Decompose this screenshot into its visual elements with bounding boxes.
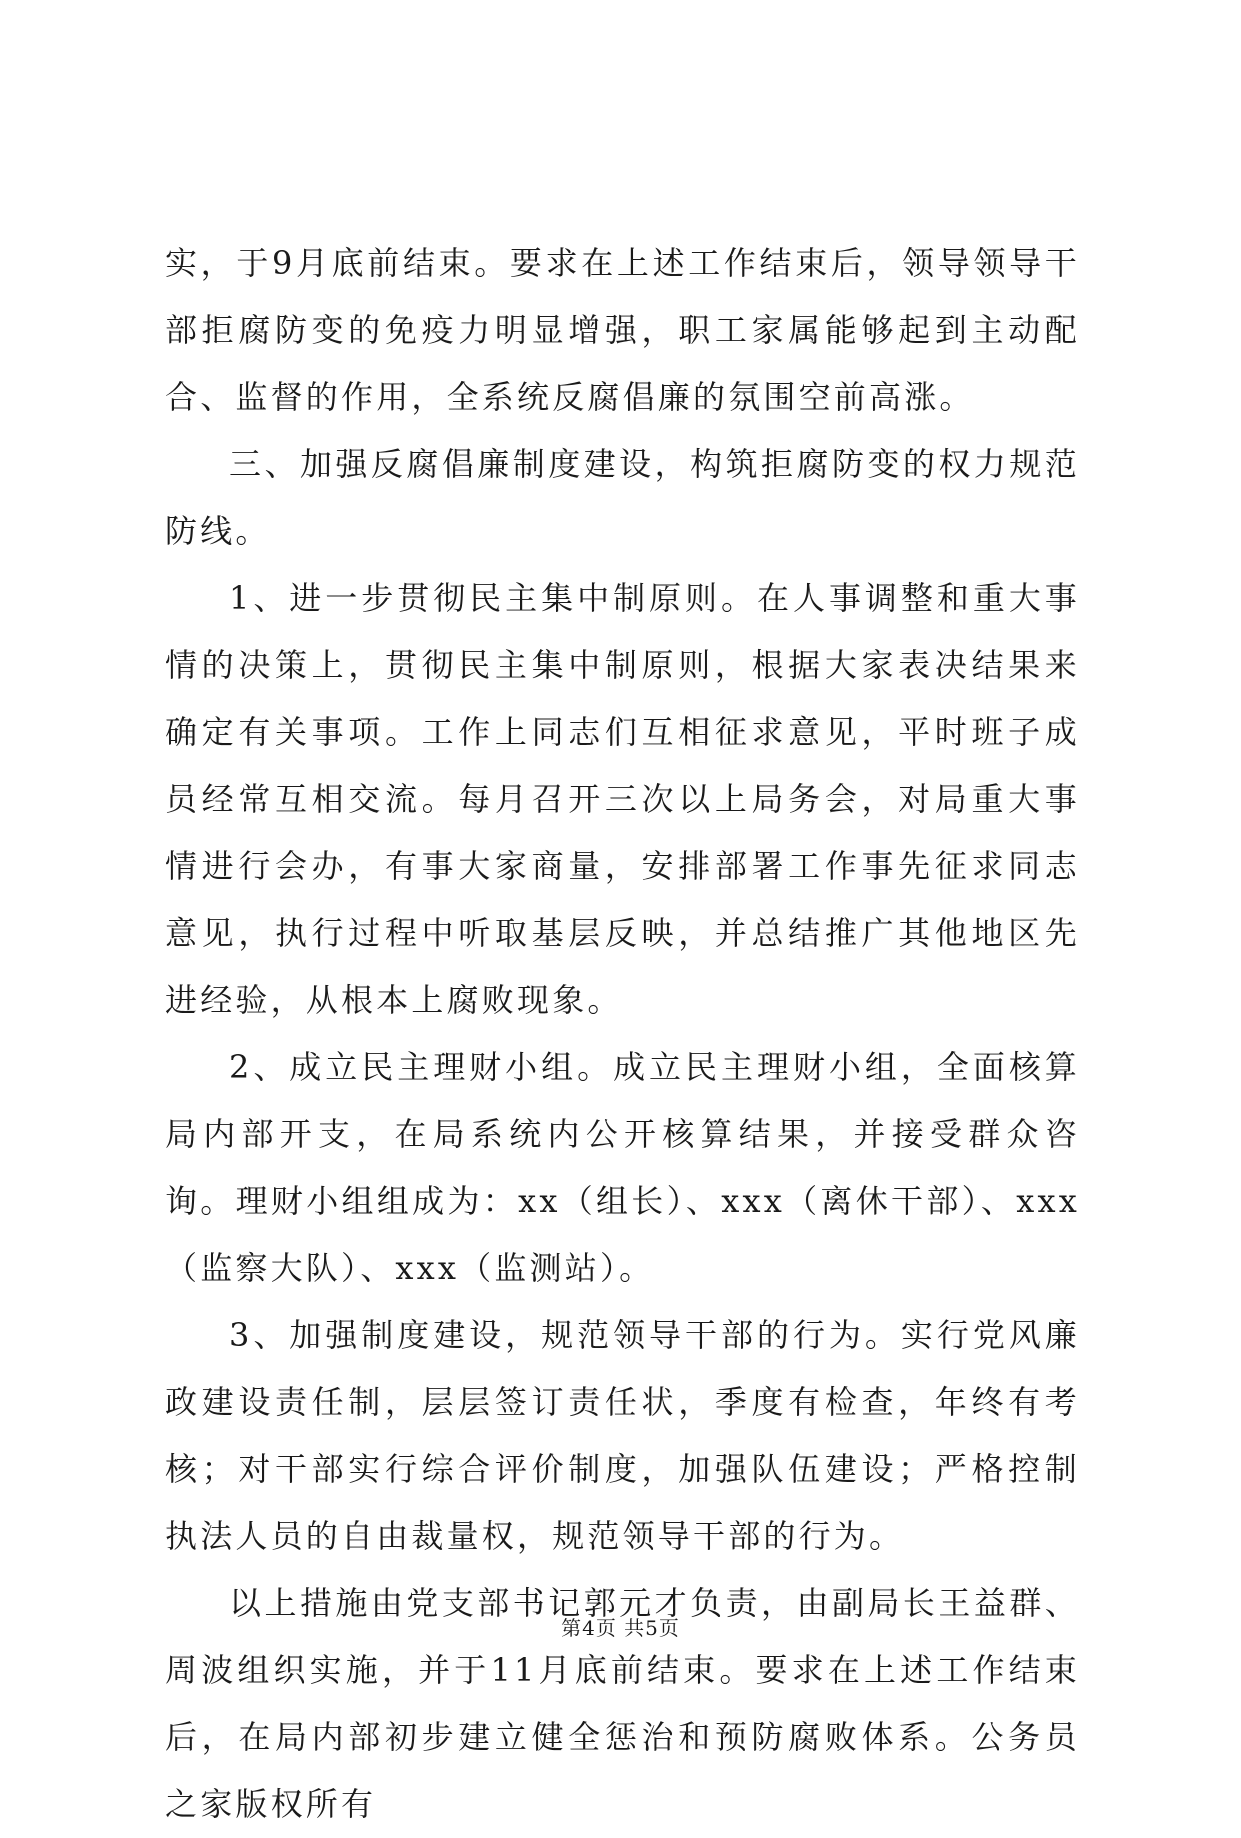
- paragraph-continuation: 实，于9月底前结束。要求在上述工作结束后，领导领导干部拒腐防变的免疫力明显增强，职工家属能够起到主动配合、监督的作用，全系统反腐倡廉的氛围空前高涨。: [165, 244, 1080, 416]
- paragraph-item-2: 2、成立民主理财小组。成立民主理财小组，全面核算局内部开支，在局系统内公开核算结果，并接受群众咨询。理财小组组成为：xx（组长）、xxx（离休干部）、xxx（监察大队）、xxx（监测站）。: [165, 1048, 1080, 1287]
- document-body: [165, 230, 1080, 1838]
- paragraph-item-3: 3、加强制度建设，规范领导干部的行为。实行党风廉政建设责任制，层层签订责任状，季度有检查，年终有考核；对干部实行综合评价制度，加强队伍建设；严格控制执法人员的自由裁量权，规范领导干部的行为。: [165, 1316, 1080, 1555]
- paragraph-item-1: 1、进一步贯彻民主集中制原则。在人事调整和重大事情的决策上，贯彻民主集中制原则，根据大家表决结果来确定有关事项。工作上同志们互相征求意见，平时班子成员经常互相交流。每月召开三次以上局务会，对局重大事情进行会办，有事大家商量，安排部署工作事先征求同志意见，执行过程中听取基层反映，并总结推广其他地区先进经验，从根本上腐败现象。: [165, 579, 1080, 1019]
- paragraph-summary: 以上措施由党支部书记郭元才负责，由副局长王益群、周波组织实施，并于11月底前结束。要求在上述工作结束后，在局内部初步建立健全惩治和预防腐败体系。公务员之家版权所有: [165, 1584, 1080, 1823]
- section-heading-three: 三、加强反腐倡廉制度建设，构筑拒腐防变的权力规范防线。: [165, 445, 1080, 550]
- page-number-footer: 第4页 共5页: [561, 1616, 680, 1640]
